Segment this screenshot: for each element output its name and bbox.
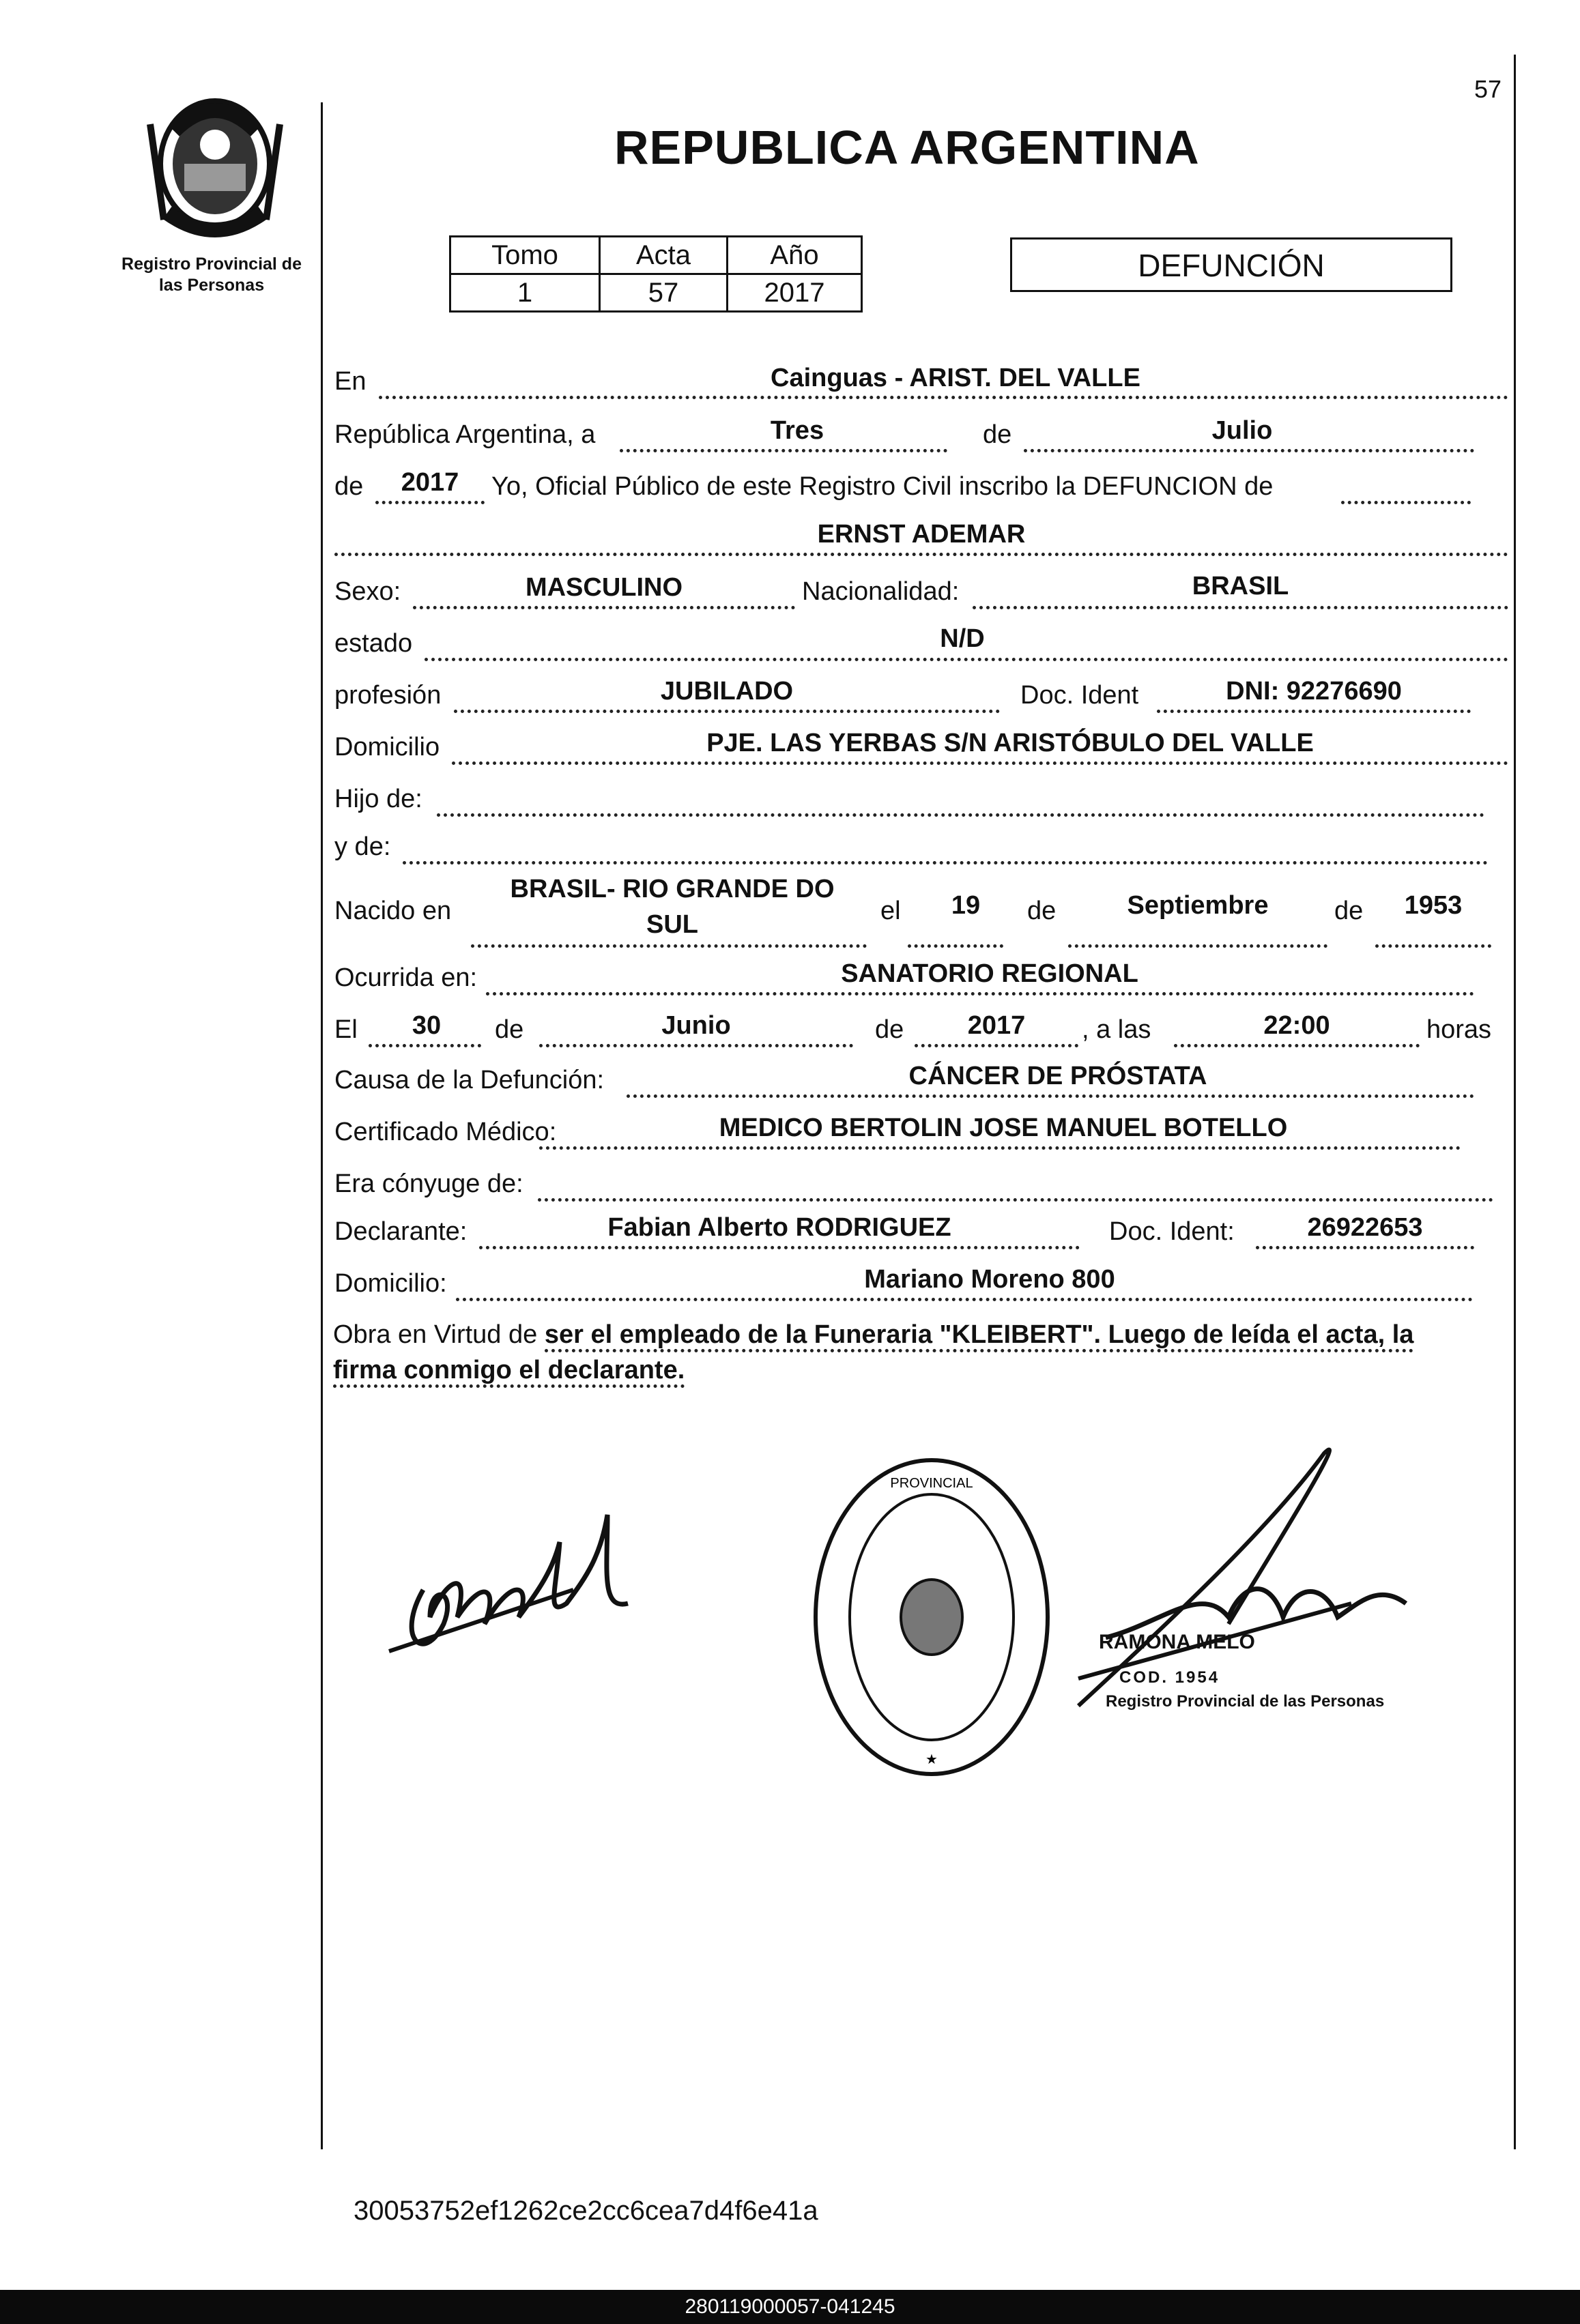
death-de2-label: de (875, 1015, 904, 1044)
nacionalidad-label: Nacionalidad: (802, 577, 960, 606)
month-dotted-line (1024, 449, 1474, 452)
header-anio: Año (728, 237, 862, 274)
birth-month-dotted-line (1068, 944, 1327, 948)
death-month-dotted-line (539, 1044, 853, 1047)
record-type-box: DEFUNCIÓN (1010, 237, 1452, 292)
birth-el-label: el (880, 897, 901, 925)
document-title: REPUBLICA ARGENTINA (614, 121, 1200, 174)
doc-value: DNI: 92276690 (1226, 677, 1402, 706)
year-value: 2017 (401, 468, 459, 497)
sexo-dotted-line (413, 606, 795, 609)
registry-name (102, 254, 321, 296)
obra-paragraph (333, 1317, 1514, 1388)
birth-year-dotted-line (1375, 944, 1491, 948)
profesion-label: profesión (334, 681, 442, 710)
death-day-dotted-line (369, 1044, 481, 1047)
birth-day: 19 (951, 891, 981, 920)
ocurrida-label: Ocurrida en: (334, 963, 478, 992)
death-month: Junio (661, 1011, 731, 1040)
obra-label: Obra en Virtud de (333, 1320, 538, 1349)
ocurrida-value: SANATORIO REGIONAL (841, 959, 1138, 988)
nacido-value-line2: SUL (646, 910, 698, 939)
birth-de2-label: de (1334, 897, 1364, 925)
registry-line-2: las Personas (158, 276, 265, 295)
death-time-dotted-line (1174, 1044, 1420, 1047)
value-tomo: 1 (450, 274, 600, 312)
barcode-footer: 280119000057-041245 (0, 2290, 1580, 2324)
province-crest-icon (137, 83, 293, 247)
document-hash: 30053752ef1262ce2cc6cea7d4f6e41a (354, 2196, 818, 2226)
death-year-dotted-line (915, 1044, 1078, 1047)
declarant-signature-icon (382, 1501, 655, 1665)
doc-label: Doc. Ident (1020, 681, 1139, 710)
left-margin-line (321, 102, 323, 2149)
causa-label: Causa de la Defunción: (334, 1066, 605, 1094)
estado-dotted-line (425, 658, 1508, 661)
de-label: de (983, 420, 1012, 449)
horas-label: horas (1426, 1015, 1492, 1044)
value-acta: 57 (600, 274, 728, 312)
svg-text:PROVINCIAL: PROVINCIAL (890, 1476, 973, 1491)
nacido-dotted-line (471, 944, 867, 948)
estado-value: N/D (940, 624, 985, 653)
domicilio2-dotted-line (456, 1298, 1473, 1301)
day-dotted-line (620, 449, 947, 452)
death-day: 30 (412, 1011, 442, 1040)
officer-registry: Registro Provincial de las Personas (1106, 1692, 1385, 1711)
yde-dotted-line (403, 861, 1488, 865)
republica-label: República Argentina, a (334, 420, 596, 449)
value-anio: 2017 (728, 274, 862, 312)
ocurrida-dotted-line (486, 992, 1474, 996)
doc2-label: Doc. Ident: (1109, 1217, 1235, 1246)
domicilio2-label: Domicilio: (334, 1269, 447, 1298)
record-table-header-row (450, 237, 862, 274)
domicilio-value: PJE. LAS YERBAS S/N ARISTÓBULO DEL VALLE (706, 729, 1314, 757)
en-value: Cainguas - ARIST. DEL VALLE (771, 364, 1140, 392)
domicilio-dotted-line (452, 761, 1508, 765)
record-table-value-row (450, 274, 862, 312)
cert-label: Certificado Médico: (334, 1118, 557, 1146)
conyuge-label: Era cónyuge de: (334, 1170, 523, 1198)
profesion-value: JUBILADO (660, 677, 794, 706)
page-number: 57 (1474, 75, 1502, 103)
nacionalidad-dotted-line (973, 606, 1508, 609)
month-value: Julio (1211, 416, 1273, 445)
yo-text: Yo, Oficial Público de este Registro Civil inscribo la DEFUNCION de (491, 472, 1274, 501)
declarante-dotted-line (479, 1246, 1080, 1249)
birth-day-dotted-line (908, 944, 1003, 948)
death-time: 22:00 (1263, 1011, 1330, 1040)
year-prefix-label: de (334, 472, 364, 501)
svg-text:★: ★ (925, 1752, 938, 1767)
birth-year: 1953 (1404, 891, 1463, 920)
right-margin-line (1514, 55, 1516, 2149)
yde-label: y de: (334, 832, 391, 861)
cert-dotted-line (539, 1146, 1461, 1150)
domicilio2-value: Mariano Moreno 800 (864, 1265, 1115, 1294)
declarante-value: Fabian Alberto RODRIGUEZ (607, 1213, 951, 1242)
obra-value-1: ser el empleado de la Funeraria "KLEIBERT". Luego de leída el acta, la (545, 1320, 1414, 1352)
death-de1-label: de (495, 1015, 524, 1044)
conyuge-dotted-line (538, 1198, 1493, 1202)
death-el-label: El (334, 1015, 358, 1044)
year-dotted-line (375, 501, 485, 504)
nacido-value-line1: BRASIL- RIO GRANDE DO (510, 875, 835, 903)
officer-code: COD. 1954 (1119, 1668, 1220, 1687)
sexo-value: MASCULINO (525, 573, 683, 602)
causa-dotted-line (627, 1094, 1474, 1098)
death-year: 2017 (967, 1011, 1026, 1040)
en-dotted-line (379, 396, 1508, 399)
doc-dotted-line (1157, 710, 1471, 713)
hijo-label: Hijo de: (334, 785, 422, 813)
obra-value-2: firma conmigo el declarante. (333, 1356, 685, 1388)
profesion-dotted-line (454, 710, 1000, 713)
nacido-label: Nacido en (334, 897, 452, 925)
header-acta: Acta (600, 237, 728, 274)
official-seal-icon (809, 1453, 1054, 1781)
day-value: Tres (770, 416, 824, 445)
birth-month: Septiembre (1127, 891, 1269, 920)
hijo-dotted-line (437, 813, 1484, 817)
declarante-label: Declarante: (334, 1217, 468, 1246)
sexo-label: Sexo: (334, 577, 401, 606)
birth-de1-label: de (1027, 897, 1057, 925)
yo-dotted-line (1341, 501, 1471, 504)
header-tomo: Tomo (450, 237, 600, 274)
domicilio-label: Domicilio (334, 733, 440, 761)
officer-name: RAMONA MELO (1099, 1631, 1255, 1653)
doc2-dotted-line (1256, 1246, 1474, 1249)
doc2-value: 26922653 (1307, 1213, 1423, 1242)
causa-value: CÁNCER DE PRÓSTATA (908, 1062, 1207, 1090)
cert-value: MEDICO BERTOLIN JOSE MANUEL BOTELLO (719, 1114, 1288, 1142)
en-label: En (334, 367, 367, 396)
nacionalidad-value: BRASIL (1192, 572, 1289, 600)
deceased-name: ERNST ADEMAR (817, 520, 1026, 549)
record-table (449, 235, 863, 313)
estado-label: estado (334, 629, 413, 658)
officer-signature-icon (1065, 1447, 1474, 1733)
registry-line-1: Registro Provincial de (121, 255, 302, 274)
alas-label: , a las (1082, 1015, 1151, 1044)
name-dotted-line (334, 553, 1508, 556)
